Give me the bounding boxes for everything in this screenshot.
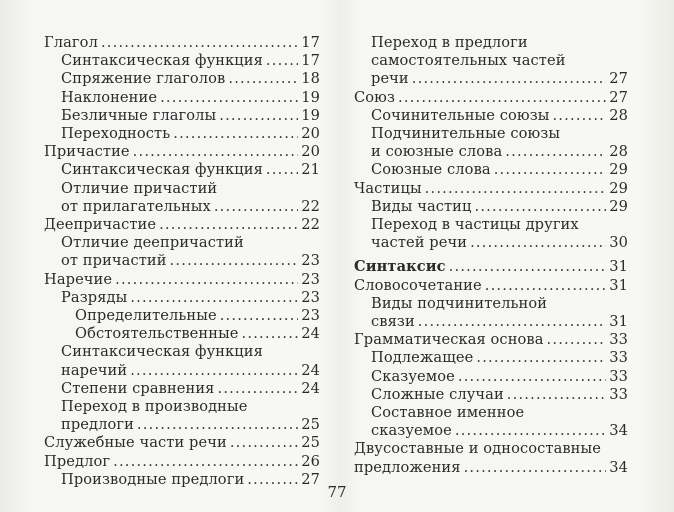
toc-entry-row (61, 107, 320, 125)
toc-entry[interactable] (44, 234, 320, 270)
toc-entry-page: 28 (609, 106, 628, 124)
dot-leader (130, 289, 298, 307)
toc-entry-title: Степени сравнения (61, 379, 215, 397)
dot-leader (266, 52, 298, 70)
toc-entry-title: Производные предлоги (61, 470, 245, 488)
dot-leader (130, 362, 298, 380)
dot-leader (507, 386, 606, 404)
toc-entry-page: 21 (301, 161, 320, 179)
toc-entry[interactable] (44, 107, 320, 125)
toc-entry[interactable] (44, 289, 320, 307)
toc-entry-page: 18 (301, 70, 320, 88)
toc-entry-page: 20 (301, 143, 320, 161)
toc-entry-row (61, 416, 320, 434)
toc-entry-page: 33 (609, 385, 628, 403)
dot-leader (418, 313, 606, 331)
toc-entry[interactable] (354, 386, 628, 404)
toc-entry[interactable] (44, 52, 320, 70)
toc-entry-title: Подлежащее (371, 349, 474, 367)
toc-entry-row (371, 313, 628, 331)
toc-entry-row (44, 34, 320, 52)
toc-entry-title: Спряжение глаголов (61, 70, 226, 88)
toc-entry-title-line: Отличие причастий (61, 179, 218, 197)
dot-leader (485, 277, 606, 295)
dot-leader (242, 325, 299, 343)
toc-entry-page: 24 (301, 325, 320, 343)
toc-entry-title: Виды частиц (371, 197, 472, 215)
toc-entry-title: Безличные глаголы (61, 106, 217, 124)
toc-entry-title: Переходность (61, 125, 171, 143)
toc-entry[interactable] (44, 453, 320, 471)
toc-entry[interactable] (44, 125, 320, 143)
dot-leader (173, 125, 298, 143)
toc-entry-title: Наклонение (61, 88, 158, 106)
toc-entry[interactable] (44, 307, 320, 325)
toc-entry-row (354, 331, 628, 349)
toc-entry-row (371, 198, 628, 216)
dot-leader (228, 70, 298, 88)
toc-entry-row (61, 161, 320, 179)
toc-entry-page: 25 (301, 434, 320, 452)
toc-entry[interactable] (44, 380, 320, 398)
toc-entry-page: 25 (301, 416, 320, 434)
toc-entry-page: 24 (301, 361, 320, 379)
toc-entry[interactable] (354, 107, 628, 125)
toc-entry[interactable] (354, 331, 628, 349)
toc-entry[interactable] (44, 34, 320, 52)
dot-leader (220, 307, 299, 325)
dot-leader (475, 198, 607, 216)
toc-right-column (354, 34, 628, 477)
toc-entry[interactable] (44, 161, 320, 179)
dot-leader (476, 349, 606, 367)
toc-entry-row (75, 307, 320, 325)
toc-entry[interactable] (354, 277, 628, 295)
toc-entry-page: 27 (609, 70, 628, 88)
dot-leader (398, 89, 606, 107)
toc-entry-title: Синтаксис (354, 258, 446, 276)
toc-entry-row (354, 459, 628, 477)
toc-entry-title: предлоги (61, 416, 134, 434)
dot-leader (547, 331, 607, 349)
toc-entry-row (61, 89, 320, 107)
toc-entry-title: Синтаксическая функция (61, 161, 263, 179)
toc-entry-title-line: Составное именное (371, 404, 525, 422)
dot-leader (449, 258, 607, 276)
toc-entry-title-line: Переход в частицы других (371, 216, 579, 234)
toc-entry-title: сказуемое (371, 422, 452, 440)
toc-entry-title: речи (371, 70, 409, 88)
toc-entry-row (61, 198, 320, 216)
toc-entry-title: связи (371, 313, 415, 331)
toc-entry-title-line: самостоятельных частей (371, 52, 566, 70)
dot-leader (230, 434, 298, 452)
toc-entry-page: 33 (609, 349, 628, 367)
toc-entry-page: 29 (609, 179, 628, 197)
dot-leader (113, 453, 298, 471)
toc-entry-title: Союз (354, 88, 396, 106)
toc-entry-page: 27 (301, 470, 320, 488)
toc-entry-title: Частицы (354, 179, 422, 197)
dot-leader (505, 143, 606, 161)
toc-entry-row (371, 368, 628, 386)
toc-entry[interactable] (44, 89, 320, 107)
toc-entry-row (75, 325, 320, 343)
toc-entry-title: Определительные (75, 307, 217, 325)
toc-entry-row (371, 349, 628, 367)
toc-entry-title: Обстоятельственные (75, 325, 239, 343)
toc-entry-title: Деепричастие (44, 216, 157, 234)
toc-entry[interactable] (354, 180, 628, 198)
toc-entry-page: 20 (301, 125, 320, 143)
toc-entry-title: от прилагательных (61, 197, 211, 215)
toc-entry-title-line: Подчинительные союзы (371, 125, 561, 143)
toc-entry-title: Грамматическая основа (354, 331, 544, 349)
toc-entry-title: Союзные слова (371, 161, 491, 179)
toc-entry-title-line: Двусоставные и односоставные (354, 440, 601, 458)
dot-leader (412, 70, 606, 88)
dot-leader (455, 422, 606, 440)
toc-entry-page: 23 (301, 252, 320, 270)
dot-leader (552, 107, 606, 125)
dot-leader (470, 234, 606, 252)
toc-entry-row (371, 386, 628, 404)
toc-entry-row (354, 180, 628, 198)
toc-entry-row (371, 107, 628, 125)
toc-entry[interactable] (354, 34, 628, 89)
toc-entry-page: 31 (609, 258, 628, 276)
toc-entry[interactable] (44, 434, 320, 452)
toc-entry-row (61, 362, 320, 380)
toc-entry[interactable] (354, 404, 628, 440)
toc-entry[interactable] (354, 368, 628, 386)
dot-leader (464, 459, 607, 477)
toc-entry[interactable] (44, 180, 320, 216)
dot-leader (137, 416, 298, 434)
toc-entry-row (371, 161, 628, 179)
toc-entry-page: 26 (301, 452, 320, 470)
dot-leader (115, 271, 298, 289)
toc-entry-page: 34 (609, 458, 628, 476)
toc-entry-row (44, 434, 320, 452)
toc-entry-title: Причастие (44, 143, 130, 161)
toc-entry-title-line: Переход в производные (61, 398, 248, 416)
dot-leader (218, 380, 299, 398)
toc-entry-row (44, 271, 320, 289)
toc-entry[interactable] (354, 295, 628, 331)
toc-entry-row (61, 52, 320, 70)
toc-entry-page: 23 (301, 270, 320, 288)
toc-entry-page: 27 (609, 88, 628, 106)
toc-entry-title-line: Виды подчинительной (371, 294, 548, 312)
toc-entry-page: 31 (609, 313, 628, 331)
dot-leader (170, 252, 299, 270)
toc-entry[interactable] (44, 343, 320, 379)
toc-entry-row (354, 89, 628, 107)
toc-entry-row (44, 216, 320, 234)
dot-leader (458, 368, 606, 386)
toc-entry-row (61, 380, 320, 398)
toc-entry[interactable] (354, 258, 628, 276)
toc-entry[interactable] (44, 70, 320, 88)
toc-entry-page: 31 (609, 276, 628, 294)
toc-entry-title: и союзные слова (371, 143, 503, 161)
dot-leader (425, 180, 607, 198)
toc-entry-row (371, 234, 628, 252)
toc-entry-title: Глагол (44, 34, 98, 51)
toc-entry-page: 34 (609, 422, 628, 440)
toc-entry-row (61, 252, 320, 270)
toc-entry-title: Предлог (44, 452, 111, 470)
toc-entry-page: 22 (301, 197, 320, 215)
toc-entry-page: 19 (301, 88, 320, 106)
toc-entry-row (371, 143, 628, 161)
toc-entry-page: 28 (609, 143, 628, 161)
toc-entry-row (61, 70, 320, 88)
toc-entry[interactable] (44, 143, 320, 161)
dot-leader (160, 89, 298, 107)
dot-leader (494, 161, 607, 179)
toc-entry-page: 19 (301, 106, 320, 124)
toc-entry-row (371, 422, 628, 440)
toc-entry-title: Наречие (44, 270, 113, 288)
toc-entry[interactable] (354, 440, 628, 476)
toc-entry-row (44, 143, 320, 161)
toc-entry-title: предложения (354, 458, 461, 476)
toc-left-column (44, 34, 320, 489)
toc-entry-title: от причастий (61, 252, 167, 270)
dot-leader (214, 198, 298, 216)
toc-entry-title-line: Отличие деепричастий (61, 234, 244, 252)
toc-entry[interactable] (354, 125, 628, 161)
toc-entry-row (354, 258, 628, 276)
dot-leader (266, 161, 298, 179)
dot-leader (133, 143, 299, 161)
toc-entry[interactable] (354, 198, 628, 216)
toc-entry-title: Сказуемое (371, 367, 455, 385)
toc-entry-page: 29 (609, 197, 628, 215)
toc-entry[interactable] (44, 325, 320, 343)
toc-entry-row (44, 453, 320, 471)
toc-entry[interactable] (44, 216, 320, 234)
toc-entry-page: 30 (609, 234, 628, 252)
toc-entry-row (61, 289, 320, 307)
toc-entry-page: 33 (609, 367, 628, 385)
dot-leader (159, 216, 298, 234)
toc-entry-row (371, 70, 628, 88)
toc-entry-title: Синтаксическая функция (61, 52, 263, 70)
toc-entry-page: 33 (609, 331, 628, 349)
toc-entry-page: 17 (301, 52, 320, 70)
toc-entry-title: Разряды (61, 288, 128, 306)
toc-entry-row (354, 277, 628, 295)
toc-entry-page: 17 (301, 34, 320, 51)
toc-entry-page: 29 (609, 161, 628, 179)
toc-entry[interactable] (44, 271, 320, 289)
dot-leader (219, 107, 298, 125)
toc-entry-page: 23 (301, 288, 320, 306)
toc-entry[interactable] (44, 398, 320, 434)
toc-entry[interactable] (354, 349, 628, 367)
toc-entry-title: Сочинительные союзы (371, 106, 550, 124)
page-number: 77 (327, 483, 347, 501)
toc-entry-title: Словосочетание (354, 276, 482, 294)
toc-entry-row (61, 125, 320, 143)
toc-entry-title: Сложные случаи (371, 385, 504, 403)
toc-entry-title: наречий (61, 361, 128, 379)
toc-entry-title-line: Синтаксическая функция (61, 343, 263, 361)
toc-entry-page: 22 (301, 216, 320, 234)
toc-entry-title: Служебные части речи (44, 434, 227, 452)
toc-entry[interactable] (354, 89, 628, 107)
toc-entry[interactable] (354, 216, 628, 252)
toc-entry-title-line: Переход в предлоги (371, 34, 528, 51)
toc-entry[interactable] (354, 161, 628, 179)
toc-entry-title: частей речи (371, 234, 468, 252)
toc-entry-page: 23 (301, 307, 320, 325)
toc-entry-page: 24 (301, 379, 320, 397)
dot-leader (101, 34, 298, 52)
